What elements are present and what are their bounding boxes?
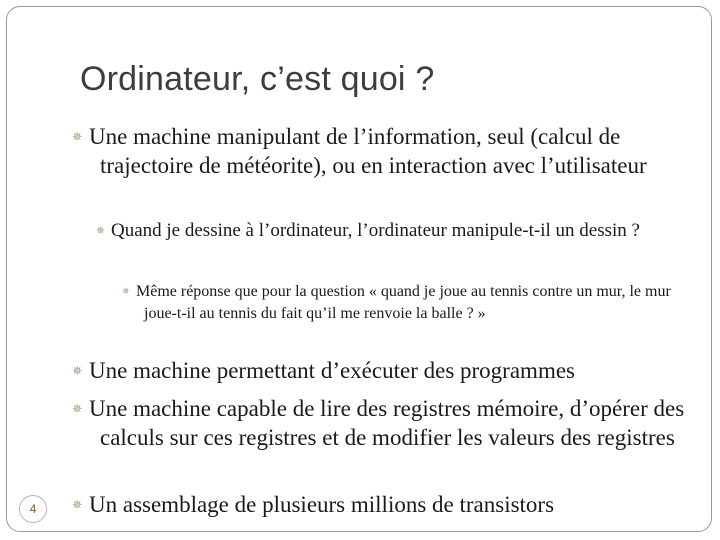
bullet-item: ✵ Une machine manipulant de l’information, seul (calcul de trajectoire de météorite), ou en interaction avec l’utilisateur [72,124,647,178]
bullet-text: Même réponse que pour la question « quand je joue au tennis contre un mur, le mur joue-t-il au tennis du fait qu’il me renvoie la balle ? » [136,283,671,323]
bullet-item: ✵ Quand je dessine à l’ordinateur, l’ordinateur manipule-t-il un dessin ? [96,220,640,241]
bullet-text: Une machine permettant d’exécuter des programmes [89,358,575,383]
bullet-item: ✵ Une machine capable de lire des registres mémoire, d’opérer des calculs sur ces registres et de modifier les valeurs des registres [72,396,685,450]
bullet-text: Une machine capable de lire des registres mémoire, d’opérer des calculs sur ces registres et de modifier les valeurs des registres [89,396,685,450]
bullet-item: ✵ Une machine permettant d’exécuter des programmes [72,358,575,383]
page-number: 4 [19,495,47,523]
bullet-text: Quand je dessine à l’ordinateur, l’ordinateur manipule-t-il un dessin ? [111,220,640,241]
bullet-text: Un assemblage de plusieurs millions de transistors [89,492,555,517]
slide-title: Ordinateur, c’est quoi ? [80,60,435,98]
bullet-text: Une machine manipulant de l’information, seul (calcul de trajectoire de météorite), ou en interaction avec l’utilisateur [89,124,647,178]
bullet-item: ✵ Même réponse que pour la question « quand je joue au tennis contre un mur, le mur joue-t-il au tennis du fait qu’il me renvoie la balle ? » [122,283,671,323]
bullet-item: ✵ Un assemblage de plusieurs millions de transistors [72,492,555,517]
